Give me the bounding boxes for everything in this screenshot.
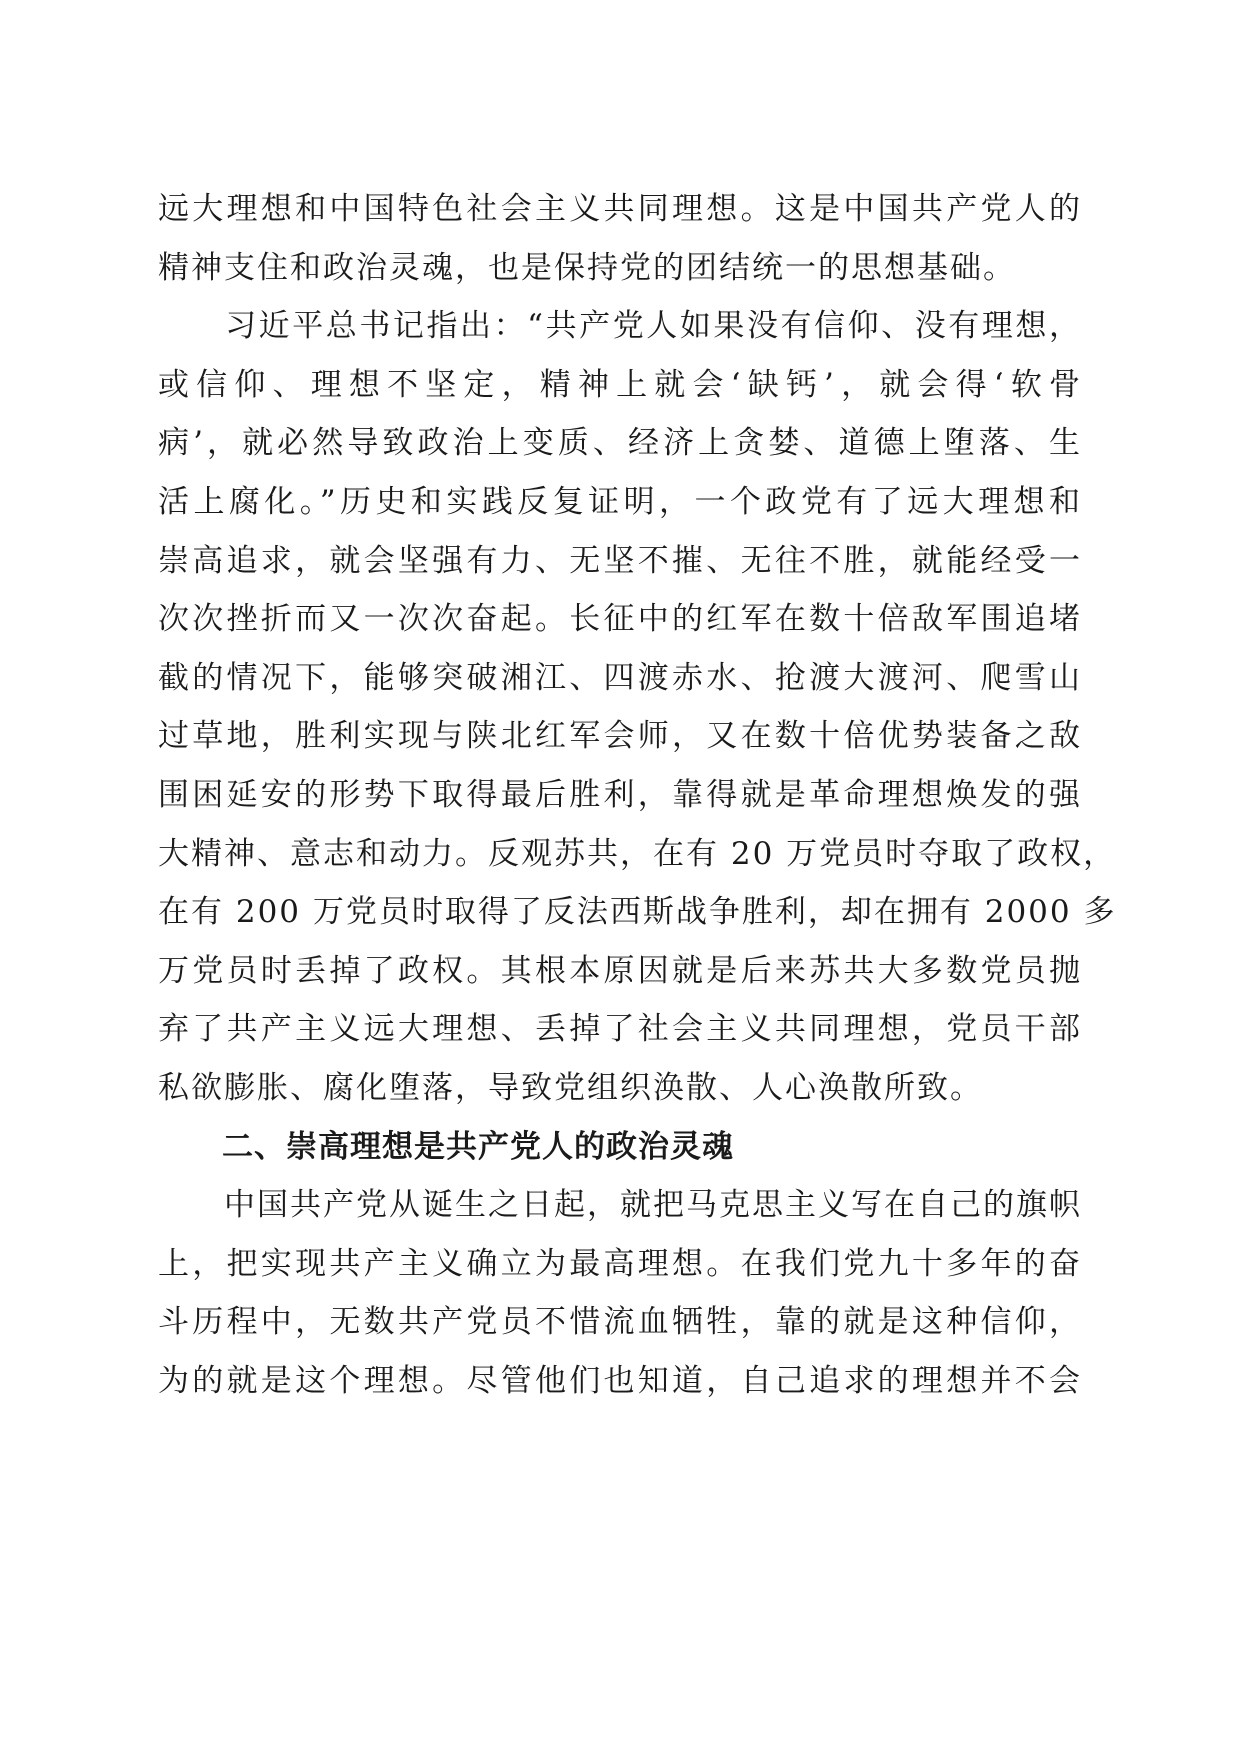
text-line: 次次挫折而又一次次奋起。长征中的红军在数十倍敌军围追堵	[158, 601, 1082, 638]
text-line: 远大理想和中国特色社会主义共同理想。这是中国共产党人的	[158, 191, 1082, 227]
text-line: 或信仰、理想不坚定，精神上就会‘缺钙’，就会得‘软骨	[158, 366, 1082, 403]
text-line: 上，把实现共产主义确立为最高理想。在我们党九十多年的奋	[158, 1245, 1082, 1282]
text-line: 斗历程中，无数共产党员不惜流血牺牲，靠的就是这种信仰，	[158, 1304, 1082, 1341]
text-line: 大精神、意志和动力。反观苏共，在有 20 万党员时夺取了政权，	[158, 835, 1117, 872]
text-line: 习近平总书记指出：“共产党人如果没有信仰、没有理想，	[158, 308, 1082, 345]
text-line: 在有 200 万党员时取得了反法西斯战争胜利，却在拥有 2000 多	[158, 894, 1117, 931]
text-line: 私欲膨胀、腐化堕落，导致党组织涣散、人心涣散所致。	[158, 1069, 983, 1106]
text-line: 中国共产党从诞生之日起，就把马克思主义写在自己的旗帜	[158, 1187, 1082, 1224]
body-text	[158, 180, 1117, 1410]
text-line: 截的情况下，能够突破湘江、四渡赤水、抢渡大渡河、爬雪山	[158, 659, 1082, 696]
text-line: 过草地，胜利实现与陕北红军会师，又在数十倍优势装备之敌	[158, 718, 1082, 755]
text-line: 围困延安的形势下取得最后胜利，靠得就是革命理想焕发的强	[158, 776, 1082, 813]
text-line: 弃了共产主义远大理想、丢掉了社会主义共同理想，党员干部	[158, 1011, 1082, 1048]
text-line: 活上腐化。”历史和实践反复证明，一个政党有了远大理想和	[158, 483, 1082, 520]
section-heading: 二、崇高理想是共产党人的政治灵魂	[158, 1128, 734, 1165]
text-line: 崇高追求，就会坚强有力、无坚不摧、无往不胜，就能经受一	[158, 542, 1082, 579]
text-line: 万党员时丢掉了政权。其根本原因就是后来苏共大多数党员抛	[158, 952, 1082, 989]
text-line: 精神支住和政治灵魂，也是保持党的团结统一的思想基础。	[158, 249, 1016, 286]
text-line: 为的就是这个理想。尽管他们也知道，自己追求的理想并不会	[158, 1362, 1082, 1399]
text-line: 病’，就必然导致政治上变质、经济上贪婪、道德上堕落、生	[158, 425, 1082, 462]
